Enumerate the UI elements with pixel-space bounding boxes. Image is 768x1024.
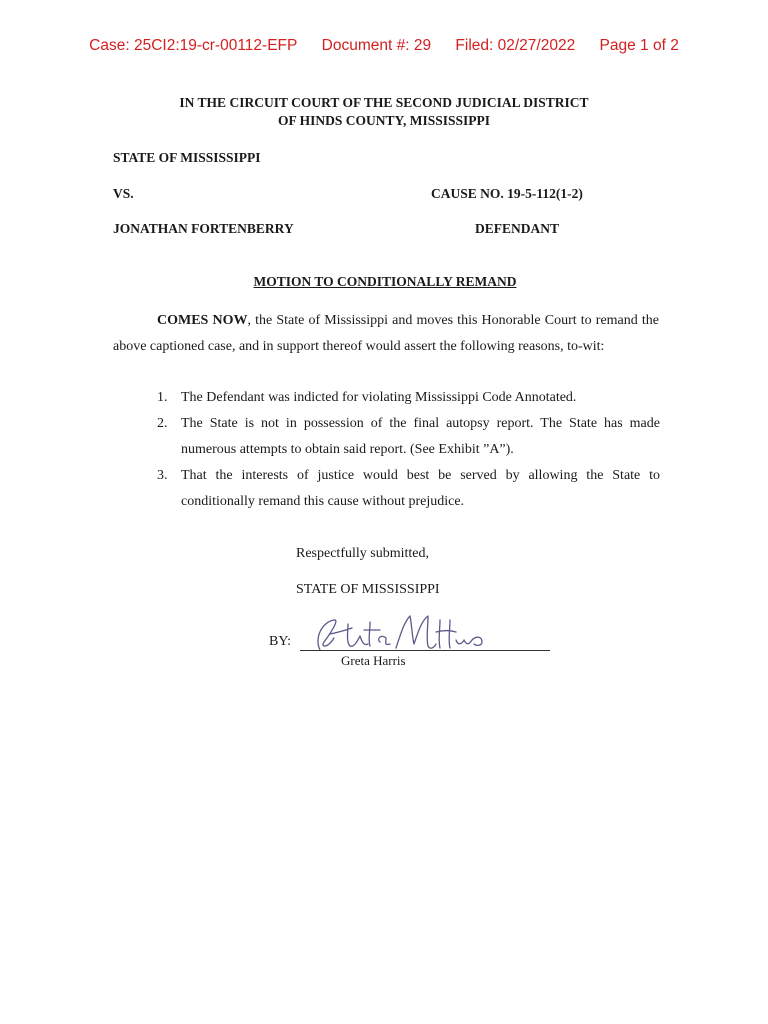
intro-paragraph: [113, 308, 659, 360]
reasons-list: [140, 385, 660, 515]
document-title: MOTION TO CONDITIONALLY REMAND: [253, 274, 517, 289]
list-item: [140, 463, 660, 515]
versus: VS.: [113, 186, 134, 201]
document-number: Document #: 29: [321, 37, 432, 54]
intro-text: , the State of Mississippi and moves this Honorable Court to remand the above captioned case, and in support thereof would assert the following reasons, to-wit:: [113, 313, 659, 354]
court-line-1: IN THE CIRCUIT COURT OF THE SECOND JUDICIAL DISTRICT: [179, 95, 589, 110]
intro-lead: COMES NOW: [157, 313, 248, 328]
list-item: [140, 385, 660, 411]
court-line-2: OF HINDS COUNTY, MISSISSIPPI: [277, 113, 491, 128]
page-indicator: Page 1 of 2: [599, 37, 679, 54]
list-text: The State is not in possession of the final autopsy report. The State has made numerous attempts to obtain said report. (See Exhibit ”A”).: [181, 416, 660, 457]
filed-date: Filed: 02/27/2022: [455, 37, 576, 54]
list-text: The Defendant was indicted for violating Mississippi Code Annotated.: [181, 390, 577, 405]
defendant-label: DEFENDANT: [475, 221, 560, 236]
list-text: That the interests of justice would best be served by allowing the State to conditionally remand this cause without prejudice.: [181, 468, 660, 509]
filing-stamp: [0, 37, 768, 55]
by-label: BY:: [269, 634, 292, 649]
list-number: 2.: [157, 416, 168, 431]
defendant-name: JONATHAN FORTENBERRY: [113, 221, 294, 236]
list-item: [140, 411, 660, 463]
signature-image: [300, 608, 500, 658]
signer-name: Greta Harris: [341, 653, 406, 668]
respectfully-submitted: Respectfully submitted,: [296, 546, 429, 561]
court-heading: [0, 94, 768, 130]
list-number: 3.: [157, 468, 168, 483]
list-number: 1.: [157, 390, 168, 405]
case-number: Case: 25CI2:19-cr-00112-EFP: [89, 37, 298, 54]
submitting-party: STATE OF MISSISSIPPI: [296, 582, 440, 597]
plaintiff: STATE OF MISSISSIPPI: [113, 150, 261, 165]
cause-number: CAUSE NO. 19-5-112(1-2): [431, 186, 583, 201]
